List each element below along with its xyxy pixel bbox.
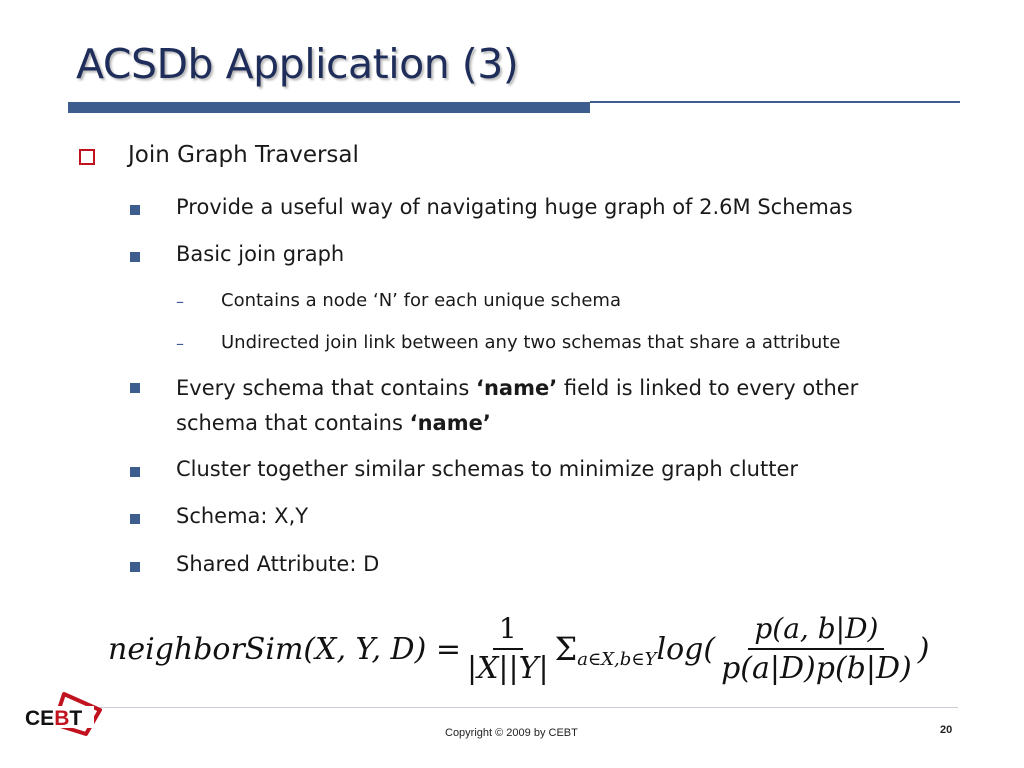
title-underline-bar [68, 102, 590, 113]
formula-sigma-subscript: a∈X,b∈Y [577, 648, 657, 670]
bullet-name-field-link [176, 371, 858, 441]
square-bullet-icon [130, 514, 140, 524]
bullet-name-field-line-2 [176, 406, 858, 441]
text-segment: field is linked to every other [557, 376, 859, 400]
svg-text:CEBT: CEBT [25, 707, 83, 730]
bullet-cluster-schemas: Cluster together similar schemas to minimize graph clutter [176, 457, 799, 481]
copyright-notice: Copyright © 2009 by CEBT [445, 727, 578, 739]
formula-fraction-prob-denominator: p(a|D)p(b|D) [721, 651, 912, 686]
title-underline-line [590, 101, 960, 103]
sub-bullet-node-per-schema: Contains a node ‘N’ for each unique schema [221, 290, 621, 311]
bullet-name-field-line-1 [176, 371, 858, 406]
hollow-square-bullet-icon [79, 149, 95, 165]
cebt-logo [24, 688, 104, 738]
bold-name-term: ‘name’ [409, 411, 491, 435]
bullet-navigate-graph: Provide a useful way of navigating huge graph of 2.6M Schemas [176, 195, 853, 219]
square-bullet-icon [130, 383, 140, 393]
square-bullet-icon [130, 205, 140, 215]
formula-fraction-prob [721, 612, 912, 686]
page-number: 20 [940, 724, 953, 736]
bold-name-term: ‘name’ [475, 376, 558, 400]
footer-divider [100, 707, 958, 708]
square-bullet-icon [130, 252, 140, 262]
dash-bullet-icon: – [176, 334, 184, 353]
formula-log-open: log( [656, 631, 716, 667]
formula-sigma: Σ [554, 630, 578, 668]
bullet-basic-join-graph: Basic join graph [176, 242, 345, 266]
bullet-shared-attribute: Shared Attribute: D [176, 552, 380, 576]
heading-join-graph-traversal: Join Graph Traversal [128, 142, 359, 168]
formula-fraction-one-denominator: |X||Y| [466, 651, 549, 686]
square-bullet-icon [130, 467, 140, 477]
neighbor-sim-formula [108, 612, 929, 686]
formula-fraction-one-numerator: 1 [493, 612, 523, 650]
sub-bullet-undirected-link: Undirected join link between any two schemas that share a attribute [221, 332, 841, 353]
text-segment: Every schema that contains [176, 376, 476, 400]
slide-title: ACSDb Application (3) [76, 40, 519, 88]
formula-fraction-one [467, 612, 549, 686]
bullet-schema-xy: Schema: X,Y [176, 504, 309, 528]
formula-fraction-prob-numerator: p(a, b|D) [748, 612, 884, 650]
text-segment: schema that contains [176, 411, 410, 435]
dash-bullet-icon: – [176, 292, 184, 311]
square-bullet-icon [130, 562, 140, 572]
formula-log-close: ) [917, 631, 930, 667]
formula-lhs: neighborSim(X, Y, D) = [108, 631, 461, 667]
